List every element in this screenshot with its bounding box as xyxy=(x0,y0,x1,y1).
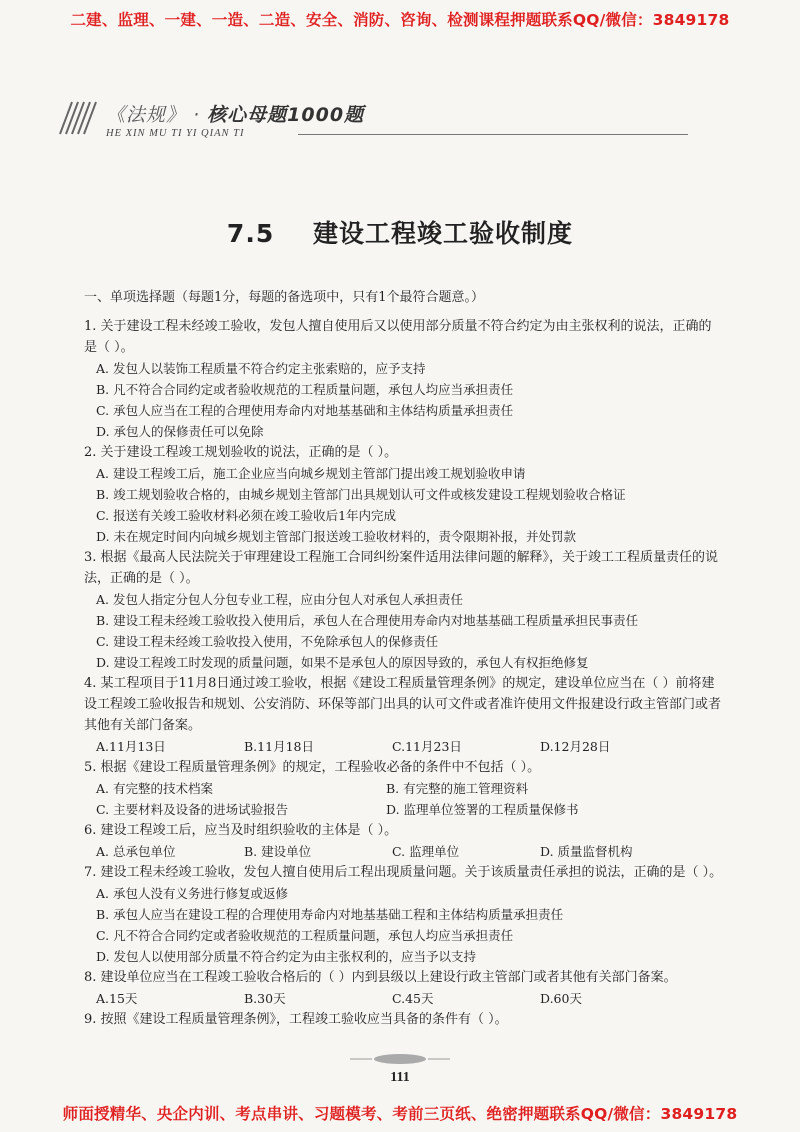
question-stem: 3. 根据《最高人民法院关于审理建设工程施工合同纠纷案件适用法律问题的解释》，关于竣工工程质量责任的说法，正确的是（ ）。 xyxy=(84,550,719,586)
question-7 xyxy=(84,862,724,967)
question-4 xyxy=(84,673,724,757)
option-d: D. 质量监督机构 xyxy=(540,844,633,859)
option-c: C. 承包人应当在工程的合理使用寿命内对地基基础和主体结构质量承担责任 xyxy=(96,403,514,418)
header-rule xyxy=(298,134,688,135)
bottom-promo-banner: 师面授精华、央企内训、考点串讲、习题模考、考前三页纸、绝密押题联系QQ/微信：3849178 xyxy=(62,1105,738,1123)
option-c: C.45天 xyxy=(392,991,434,1006)
question-stem: 7. 建设工程未经竣工验收，发包人擅自使用后工程出现质量问题。关于该质量责任承担的说法，正确的是（ ）。 xyxy=(84,865,723,880)
option-a: A. 建设工程竣工后，施工企业应当向城乡规划主管部门提出竣工规划验收申请 xyxy=(96,466,526,481)
option-c: C. 报送有关竣工验收材料必须在竣工验收后1年内完成 xyxy=(96,508,397,523)
section-number: 7.5 xyxy=(226,219,275,248)
header-title xyxy=(106,100,364,127)
question-stem: 6. 建设工程竣工后，应当及时组织验收的主体是（ ）。 xyxy=(84,823,398,838)
page-number: 111 xyxy=(390,1070,410,1085)
option-c: C. 监理单位 xyxy=(392,844,460,859)
option-row xyxy=(96,778,724,799)
question-9 xyxy=(84,1009,724,1030)
question-6 xyxy=(84,820,724,862)
option-row xyxy=(96,736,724,757)
option-b: B. 竣工规划验收合格的，由城乡规划主管部门出具规划认可文件或核发建设工程规划验收合格证 xyxy=(96,487,626,502)
option-a: A.15天 xyxy=(96,991,138,1006)
footer-ornament xyxy=(350,1052,450,1066)
question-3 xyxy=(84,547,724,673)
option-d: D. 未在规定时间内向城乡规划主管部门报送竣工验收材料的，责令限期补报，并处罚款 xyxy=(96,529,577,544)
option-a: A.11月13日 xyxy=(96,739,166,754)
option-a: A. 发包人以装饰工程质量不符合约定主张索赔的，应予支持 xyxy=(96,361,426,376)
book-header xyxy=(58,88,758,148)
option-b: B. 有完整的施工管理资料 xyxy=(386,781,529,796)
option-a: A. 发包人指定分包人分包专业工程，应由分包人对承包人承担责任 xyxy=(96,592,463,607)
option-c: C. 主要材料及设备的进场试验报告 xyxy=(96,802,289,817)
question-stem: 8. 建设单位应当在工程竣工验收合格后的（ ）内到县级以上建设行政主管部门或者其他有关部门备案。 xyxy=(84,970,677,985)
question-1 xyxy=(84,316,724,442)
option-b: B. 建设工程未经竣工验收投入使用后，承包人在合理使用寿命内对地基基础工程质量承担民事责任 xyxy=(96,613,639,628)
option-d: D. 发包人以使用部分质量不符合约定为由主张权利的，应当予以支持 xyxy=(96,949,477,964)
top-promo-banner: 二建、监理、一建、一造、二造、安全、消防、咨询、检测课程押题联系QQ/微信：3849178 xyxy=(70,11,730,29)
header-series-name: 核心母题1000题 xyxy=(207,104,365,126)
instruction-text: 一、单项选择题（每题1分，每题的备选项中，只有1个最符合题意。） xyxy=(84,290,485,305)
question-8 xyxy=(84,967,724,1009)
question-stem: 9. 按照《建设工程质量管理条例》，工程竣工验收应当具备的条件有（ ）。 xyxy=(84,1012,508,1027)
question-stem: 2. 关于建设工程竣工规划验收的说法，正确的是（ ）。 xyxy=(84,445,398,460)
question-stem: 4. 某工程项目于11月8日通过竣工验收，根据《建设工程质量管理条例》的规定，建设单位应当在（ ）前将建设工程竣工验收报告和规划、公安消防、环保等部门出具的认可文件或者准许使用文件报建设行政主管部门或者其他有关部门备案。 xyxy=(84,676,722,733)
option-d: D.12月28日 xyxy=(540,739,611,754)
header-separator: · xyxy=(193,104,201,126)
question-2 xyxy=(84,442,724,547)
option-c: C.11月23日 xyxy=(392,739,462,754)
option-a: A. 总承包单位 xyxy=(96,844,176,859)
option-a: A. 承包人没有义务进行修复或返修 xyxy=(96,886,288,901)
option-d: D. 建设工程竣工时发现的质量问题，如果不是承包人的原因导致的，承包人有权拒绝修复 xyxy=(96,655,589,670)
option-b: B. 凡不符合合同约定或者验收规范的工程质量问题，承包人均应当承担责任 xyxy=(96,382,514,397)
option-b: B.30天 xyxy=(244,991,286,1006)
question-stem: 5. 根据《建设工程质量管理条例》的规定，工程验收必备的条件中不包括（ ）。 xyxy=(84,760,541,775)
header-stripes-decoration xyxy=(58,100,104,136)
option-a: A. 有完整的技术档案 xyxy=(96,781,213,796)
option-row xyxy=(96,988,724,1009)
option-d: D.60天 xyxy=(540,991,582,1006)
option-row xyxy=(96,841,724,862)
option-d: D. 监理单位签署的工程质量保修书 xyxy=(386,802,579,817)
section-title xyxy=(0,214,800,250)
question-stem: 1. 关于建设工程未经竣工验收，发包人擅自使用后又以使用部分质量不符合约定为由主张权利的说法，正确的是（ ）。 xyxy=(84,319,712,355)
option-b: B.11月18日 xyxy=(244,739,314,754)
question-list xyxy=(84,288,724,1030)
option-b: B. 建设单位 xyxy=(244,844,312,859)
header-pinyin: HE XIN MU TI YI QIAN TI xyxy=(106,128,245,139)
header-book-name: 《法规》 xyxy=(106,104,187,126)
option-row xyxy=(96,799,724,820)
option-c: C. 建设工程未经竣工验收投入使用，不免除承包人的保修责任 xyxy=(96,634,439,649)
option-c: C. 凡不符合合同约定或者验收规范的工程质量问题，承包人均应当承担责任 xyxy=(96,928,514,943)
question-5 xyxy=(84,757,724,820)
option-b: B. 承包人应当在建设工程的合理使用寿命内对地基基础工程和主体结构质量承担责任 xyxy=(96,907,564,922)
option-d: D. 承包人的保修责任可以免除 xyxy=(96,424,264,439)
section-heading: 建设工程竣工验收制度 xyxy=(313,219,574,248)
